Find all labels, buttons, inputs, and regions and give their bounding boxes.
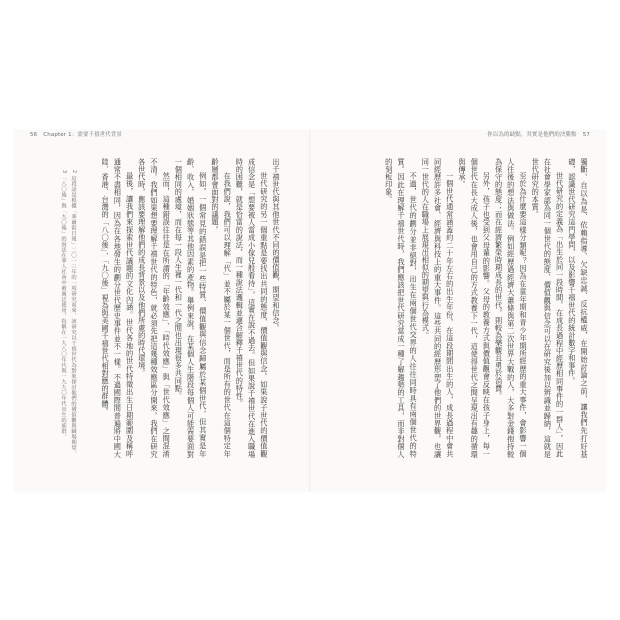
paragraph: 例如，一個常見的錯誤是把一些特質、價值觀與信念歸屬於某個世代，但其實是年齡、收入、婚姻狀態等其他因素的產物。舉例來說，在某個人生階段每個人可能需要面對一個相同的處境，而在每一段人生裡一代和一代之間也出現很多共同點。 <box>174 158 208 458</box>
paragraph: 出千禧世代與其他世代不同的價值觀、期望和信念。 <box>272 158 281 332</box>
right-running-head <box>487 130 590 140</box>
paragraph: 另外，孩子也受到父母輩的影響。父母的教養方式與價值觀會反映在孩子身上，每一個世代在長大成人後，也會用自己的方式教養下一代，這使得世代之間呈現出有趣的循環與傳承。 <box>457 158 492 458</box>
right-chapter-title: 你以為的缺點，其實是他們的決勝點 <box>487 132 577 138</box>
left-page-number: 56 <box>30 132 38 138</box>
book-spread <box>14 130 606 492</box>
paragraph: 一個世代通常涵蓋約二十年左右的出生年份，在這段期間出生的人，成長過程中會共同經歷許多社會、經濟與科技上的重大事件。這些共同的經歷形塑了他們的世界觀，也讓同一世代的人在職場上展現出相似的期望與行為模式。 <box>421 158 455 458</box>
left-page <box>14 130 310 492</box>
paragraph: 世代研究的定義為「出生於同一段時間，在成長過程中經歷相同事件的一群人」，因此在社會學家認為同一個世代的態度、價值觀與信念可以在研究後加以辨識並歸納，這就是世代研究的本質。 <box>531 158 565 458</box>
footnotes <box>38 170 78 460</box>
footnote-text: 「八〇後」與「九〇後」的說法在華人社會中被廣泛使用，指稱在一九八〇年代與一九九〇年代出生的族群。 <box>60 175 66 440</box>
left-chapter-title: Chapter 1：需要千禧世代背景 <box>43 132 123 138</box>
footnote-number: 3 <box>61 170 66 174</box>
right-body-text <box>332 158 590 458</box>
footnote <box>58 170 68 460</box>
footnote <box>68 170 78 460</box>
footnote-number: 2 <box>71 170 76 174</box>
paragraph: 獨斷、自以為是、依賴指導、欠缺忠誠、反抗權威，在開始討論之前，讓我們先打好基礎，認識世代研究這門學問，以及影響千禧世代的統計數字和事件。 <box>567 158 589 458</box>
right-page <box>310 130 606 492</box>
paragraph: 世代研究的另一個重點是要找出共同的態度、價值觀與信念。如果說子世代的價值觀成信念是「想要被人當成小傢兒般看待」，這實在說不過去。但如果說千禧世代在進入職場時的困難，就是恰當的說法，而一種說法邏輯並適合解釋千禧世代的特性。 <box>235 158 269 458</box>
paragraph: 至於為什麼要這樣分類呢？因為在童年期和青少年期所經歷的重大事件，會影響一個人往後的想法與做法。例如經歷過經濟大蕭條與第二次世界大戰的人，大多對金錢抱持較為保守的態度；而在經濟繁榮時期成長的世代，則較為樂觀且勇於消費。 <box>494 158 528 458</box>
footnote-text: 這段話是根據「華爾街日報」二〇一三年的一項研究而來，該研究以千禧世代為對象探討他們的價值觀與職場期望。 <box>70 175 76 456</box>
paragraph: 然而，這種錯誤往往是在所謂的「年齡效應」、「時代效應」與「世代效應」之間混淆不清。我們如果想要理解千禧世代的特色，就必須先把這幾種效應區分開來。我們在研究各世代時，應該要理解他們的成長背景以及他們所處的時代環境。 <box>137 158 172 458</box>
paragraph: 在我們說，我們可以理解「代」並不屬於某一個世代，而是所有的世代在這個特定年齡層都會面對的議題。 <box>210 158 233 458</box>
right-page-number: 57 <box>582 132 590 138</box>
left-body-text <box>101 158 282 458</box>
paragraph: 不過，世代的劃分並非絕對，出生在兩個世代交界的人往往同時具有兩個世代的特質。因此在理解千禧世代時，我們應該把世代研究當成一種了解趨勢的工具，而非對個人的刻板印象。 <box>384 158 419 458</box>
left-running-head <box>30 130 122 140</box>
paragraph: 最後，讓我們來探索世代議題的文化內涵。世代各地的世代特徵出生日期範圍及稱呼通常不盡相同，因為在各地發生的劃分世代歷史事件並不一樣。不過國際間普遍將中國大陸、香港、台灣的「八〇後」、「九〇後」視為與美國千禧世代相對應的群體。 <box>101 158 135 458</box>
